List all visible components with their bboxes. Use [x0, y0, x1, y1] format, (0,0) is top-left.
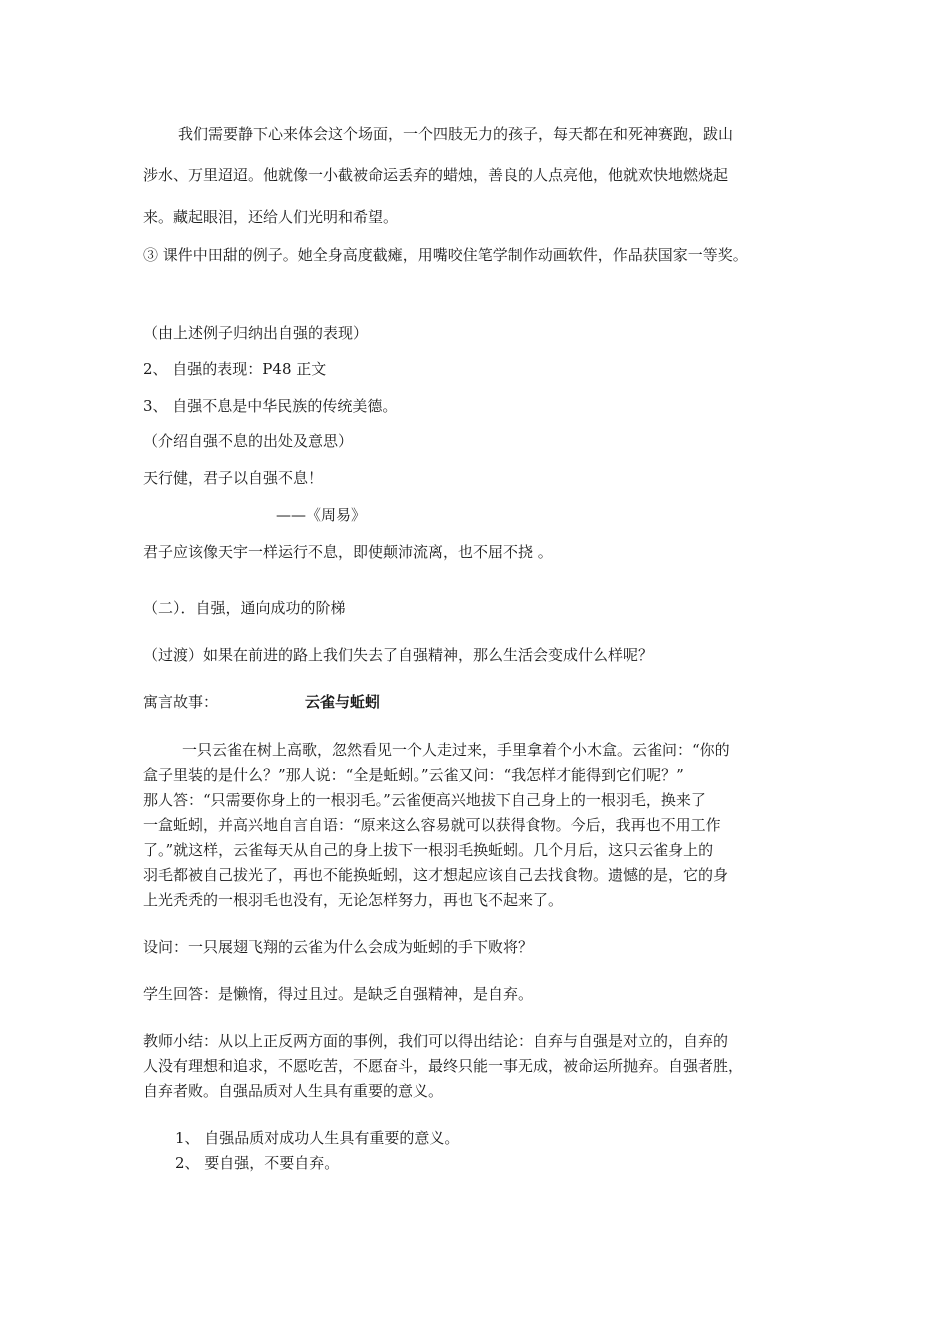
teacher-summary-line: 自弃者败。自强品质对人生具有重要的意义。 — [143, 1082, 444, 1100]
transition-text: （过渡）如果在前进的路上我们失去了自强精神，那么生活会变成什么样呢？ — [143, 646, 654, 664]
fable-line: 一只云雀在树上高歌，忽然看见一个人走过来，手里拿着个小木盒。云雀问：“你的 — [182, 741, 730, 759]
paragraph-line: 我们需要静下心来体会这个场面，一个四肢无力的孩子，每天都在和死神赛跑，跋山 — [178, 125, 734, 143]
quote-meaning: 君子应该像天宇一样运行不息，即使颠沛流离，也不屈不挠 。 — [143, 543, 553, 561]
point-item: 3、 自强不息是中华民族的传统美德。 — [143, 397, 398, 415]
fable-line: 上光秃秃的一根羽毛也没有，无论怎样努力，再也飞不起来了。 — [143, 891, 564, 909]
student-answer: 学生回答：是懒惰，得过且过。是缺乏自强精神，是自弃。 — [143, 985, 534, 1003]
fable-line: 一盒蚯蚓，并高兴地自言自语：“原来这么容易就可以获得食物。今后，我再也不用工作 — [143, 816, 721, 834]
section-title: （二）．自强，通向成功的阶梯 — [143, 599, 346, 617]
quote: 天行健，君子以自强不息！ — [143, 469, 324, 487]
teacher-summary-line: 人没有理想和追求，不愿吃苦，不愿奋斗，最终只能一事无成，被命运所抛弃。自强者胜， — [143, 1057, 744, 1075]
fable-line: 羽毛都被自己拔光了，再也不能换蚯蚓，这才想起应该自己去找食物。遗憾的是，它的身 — [143, 866, 729, 884]
fable-line: 盒子里装的是什么？”那人说：“全是蚯蚓。”云雀又问：“我怎样才能得到它们呢？” — [143, 766, 684, 784]
origin-note: （介绍自强不息的出处及意思） — [143, 432, 354, 450]
paragraph-line: 来。藏起眼泪，还给人们光明和希望。 — [143, 208, 399, 226]
conclusion-item: 2、 要自强，不要自弃。 — [175, 1154, 340, 1172]
fable-label: 寓言故事： — [143, 693, 219, 711]
summary-note: （由上述例子归纳出自强的表现） — [143, 324, 369, 342]
teacher-summary-line: 教师小结：从以上正反两方面的事例，我们可以得出结论：自弃与自强是对立的，自弃的 — [143, 1032, 729, 1050]
conclusion-item: 1、 自强品质对成功人生具有重要的意义。 — [175, 1129, 460, 1147]
fable-title: 云雀与蚯蚓 — [305, 693, 381, 711]
fable-line: 那人答：“只需要你身上的一根羽毛。”云雀便高兴地拔下自己身上的一根羽毛，换来了 — [143, 791, 706, 809]
paragraph-line: 涉水、万里迢迢。他就像一小截被命运丢弃的蜡烛，善良的人点亮他，他就欢快地燃烧起 — [143, 166, 729, 184]
quote-source: ——《周易》 — [276, 506, 367, 524]
point-item: 2、 自强的表现：P48 正文 — [143, 360, 327, 378]
fable-line: 了。”就这样，云雀每天从自己的身上拔下一根羽毛换蚯蚓。几个月后，这只云雀身上的 — [143, 841, 714, 859]
question-text: 设问：一只展翅飞翔的云雀为什么会成为蚯蚓的手下败将？ — [143, 938, 534, 956]
example-text: ③ 课件中田甜的例子。她全身高度截瘫，用嘴咬住笔学制作动画软件，作品获国家一等奖。 — [143, 246, 748, 264]
